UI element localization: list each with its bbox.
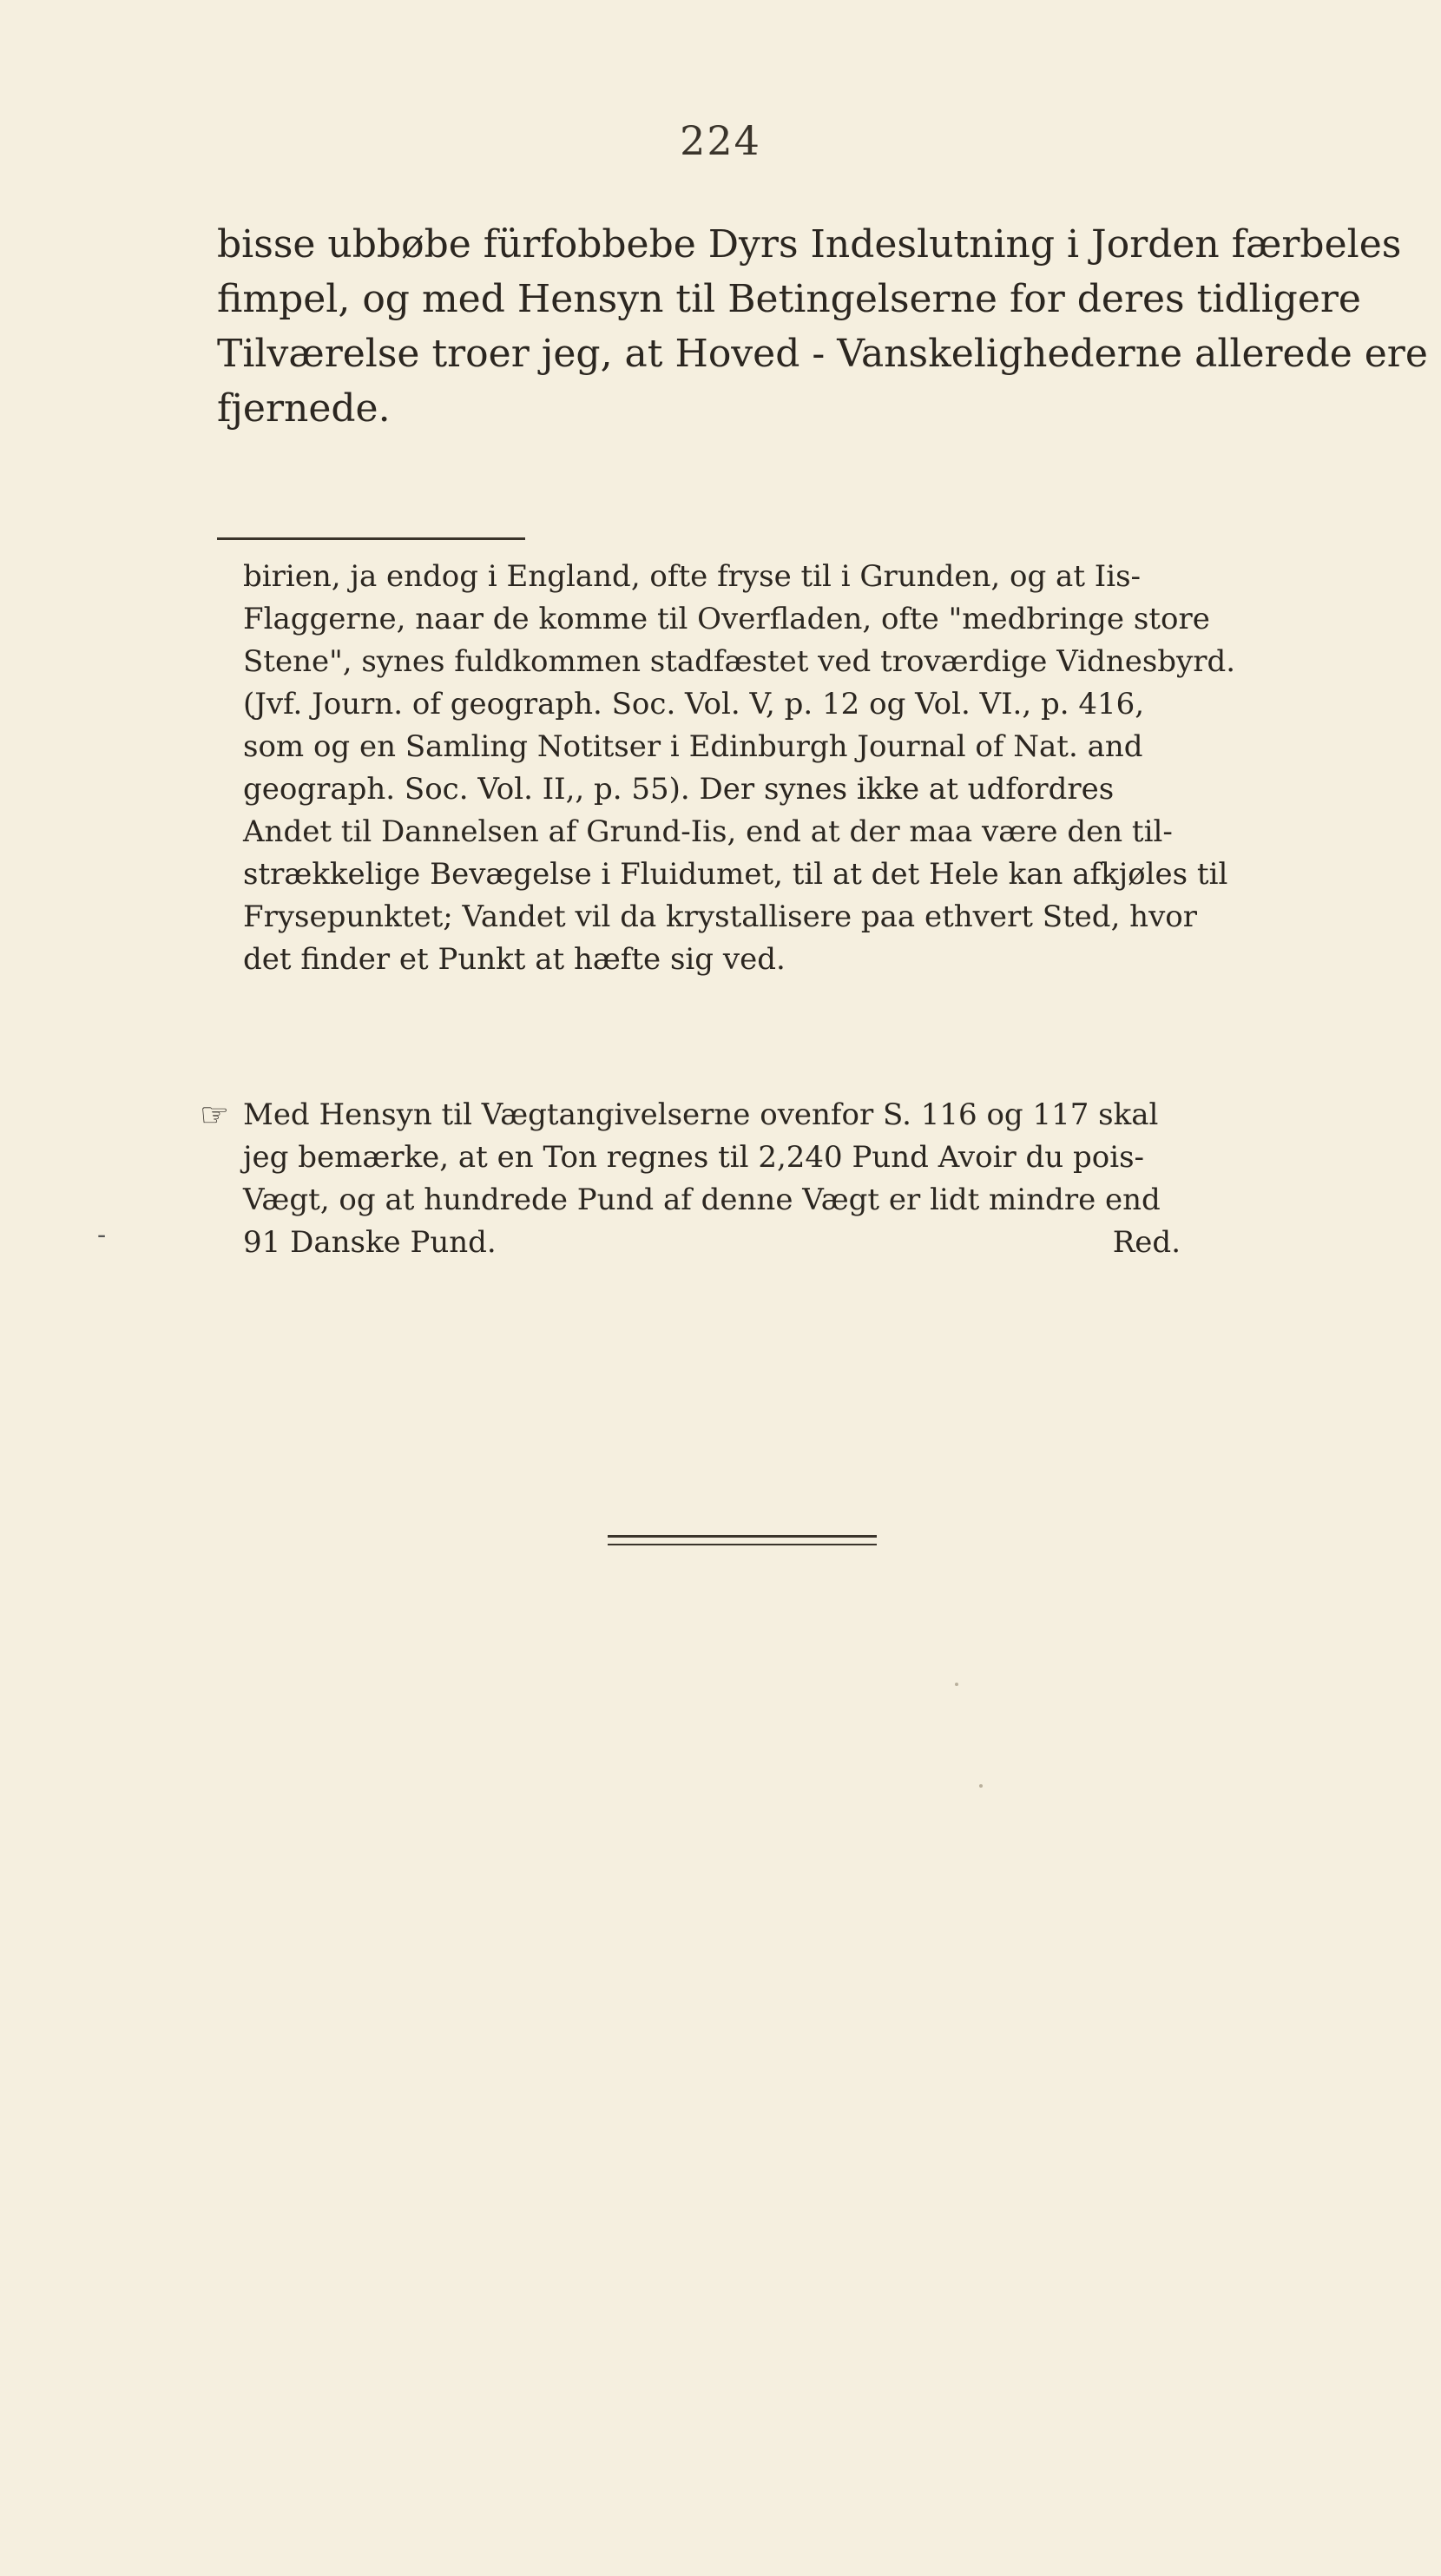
footnote-line: geograph. Soc. Vol. II,, p. 55). Der synes ikke at udfordres [243,772,1115,807]
editor-note-block [200,1094,1233,1264]
main-text-block [217,217,1428,436]
editor-note-text: 91 Danske Pund. [243,1225,497,1260]
footnote-line: som og en Samling Notitser i Edinburgh Journal of Nat. and [243,729,1143,764]
footnote-line: strækkelige Bevægelse i Fluidumet, til at det Hele kan afkjøles til [243,857,1228,892]
editor-note-line: Vægt, og at hundrede Pund af denne Vægt er lidt mindre end [243,1183,1161,1217]
paper-speck [979,1784,983,1788]
main-text-line: bisse ubbøbe fürfobbebe Dyrs Indeslutning i Jorden færbeles [217,222,1402,267]
main-text-line: Tilværelse troer jeg, at Hoved - Vanskelighederne allerede ere [217,332,1428,376]
footnote-block [243,556,1236,981]
footnote-line: Frysepunktet; Vandet vil da krystallisere paa ethvert Sted, hvor [243,899,1198,934]
editor-note-line: jeg bemærke, at en Ton regnes til 2,240 Pund Avoir du pois- [243,1140,1145,1175]
end-of-section-double-rule [608,1535,877,1545]
editor-signature: Red. [1112,1225,1181,1260]
footnote-line: Andet til Dannelsen af Grund-Iis, end at der maa være den til- [243,814,1173,849]
page-number: 224 [680,117,761,164]
footnote-line: Flaggerne, naar de komme til Overfladen, ofte "medbringe store [243,602,1210,636]
editor-note-line [200,1094,1233,1136]
editor-note-text: Med Hensyn til Vægtangivelserne ovenfor S. 116 og 117 skal [243,1097,1159,1132]
footnote-line: (Jvf. Journ. of geograph. Soc. Vol. V, p. 12 og Vol. VI., p. 416, [243,687,1145,721]
footnote-separator-rule [217,537,525,540]
pointing-hand-icon: ☞ [200,1096,230,1134]
main-text-line: fimpel, og med Hensyn til Betingelserne for deres tidligere [217,277,1361,321]
main-text-line: fjernede. [217,386,391,431]
editor-note-line [200,1222,1233,1264]
margin-mark: - [97,1220,107,1250]
footnote-line: birien, ja endog i England, ofte fryse til i Grunden, og at Iis- [243,559,1142,594]
footnote-line: det finder et Punkt at hæfte sig ved. [243,942,786,977]
paper-speck [955,1683,958,1686]
footnote-line: Stene", synes fuldkommen stadfæstet ved troværdige Vidnesbyrd. [243,644,1236,679]
